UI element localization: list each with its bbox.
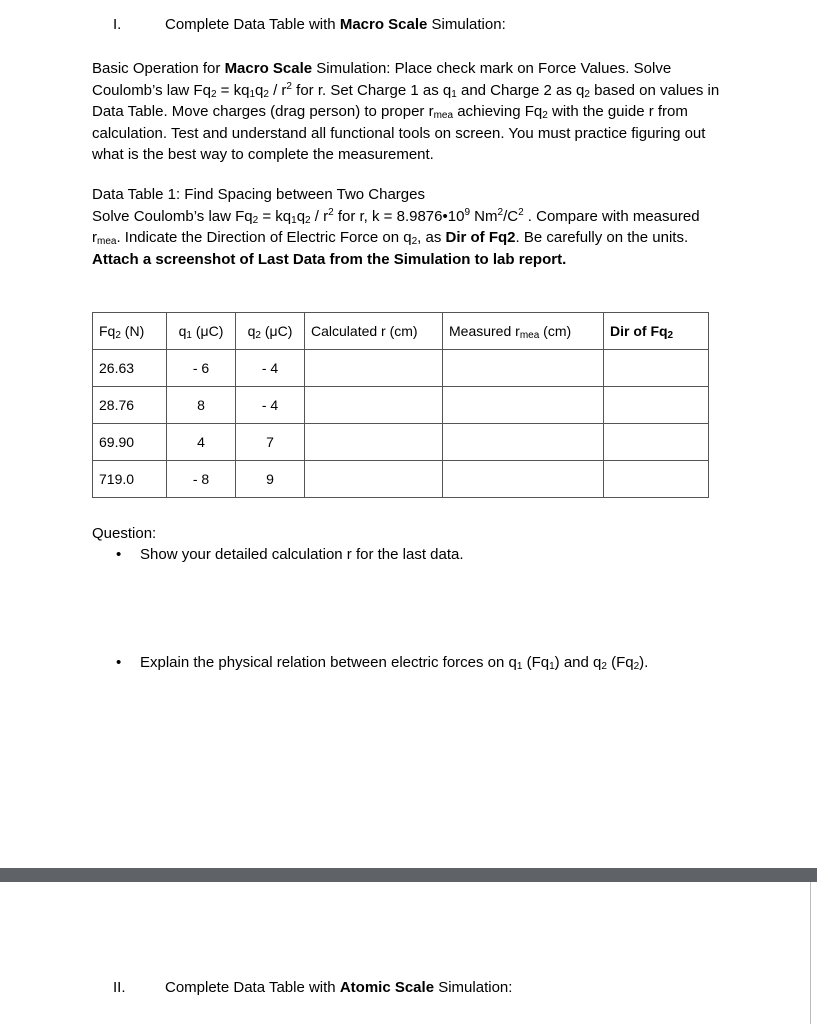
basic-operation-paragraph: Basic Operation for Macro Scale Simulation: Place check mark on Force Values. Solve Coulomb’s law $Fq_2 = kq_1q_2 / r^2$ for r. Set Charge 1 as $q_1$ and Charge 2 as $q_2$ based on values in Data Table. Move charges (drag person) to proper $r_{mea}$ achieving $Fq_2$ with the guide r from calculation. Test and understand all functional tools on screen. You must practice figuring out what is the best way to complete the measurement. [92, 60, 720, 163]
header-fq2: $Fq_2$ (N) [93, 313, 167, 350]
header-dir-fq2: Dir of $Fq_2$ [604, 313, 709, 350]
section-2-heading: Complete Data Table with Atomic Scale Simulation: [165, 979, 513, 996]
cell-measured-r[interactable] [443, 350, 604, 387]
bullet-icon: • [116, 546, 122, 563]
cell-calculated-r[interactable] [305, 424, 443, 461]
table-row [93, 424, 709, 461]
cell-dir-fq2[interactable] [604, 387, 709, 424]
cell-q2: 9 [236, 461, 305, 498]
section-1-heading: Complete Data Table with Macro Scale Simulation: [165, 16, 506, 33]
cell-q1: 8 [167, 387, 236, 424]
section-2-numeral: II. [113, 979, 126, 996]
cell-q1: - 6 [167, 350, 236, 387]
table-row [93, 350, 709, 387]
header-measured-r: Measured $r_{mea}$ (cm) [443, 313, 604, 350]
cell-q1: - 8 [167, 461, 236, 498]
attach-instruction: Attach a screenshot of Last Data from the Simulation to lab report. [92, 250, 567, 268]
cell-measured-r[interactable] [443, 387, 604, 424]
cell-fq2: 69.90 [93, 424, 167, 461]
table-intro-paragraph: Data Table 1: Find Spacing between Two Charges Solve Coulomb’s law $Fq_2 = kq_1q_2 / r^2$ for r, $k = 8.9876•10^9$ $Nm^2/C^2$ . Compare with measured $r_{mea}$. Indicate the Direction of Electric Force on $q_2$, as Dir of Fq2. Be carefully on the units. Attach a screenshot of Last Data from the Simulation to lab report. [92, 186, 700, 268]
cell-fq2: 26.63 [93, 350, 167, 387]
cell-fq2: 719.0 [93, 461, 167, 498]
bullet-icon: • [116, 654, 122, 671]
page-separator [0, 868, 817, 882]
question-bullet-2: • Explain the physical relation between electric forces on $q_1$ $(Fq_1)$ and $q_2$ $(Fq_2)$. [116, 654, 649, 672]
cell-calculated-r[interactable] [305, 387, 443, 424]
cell-q2: - 4 [236, 350, 305, 387]
document-page-2 [0, 882, 811, 1024]
section-1-numeral: I. [113, 16, 122, 33]
table-row [93, 387, 709, 424]
cell-fq2: 28.76 [93, 387, 167, 424]
question-label: Question: [92, 525, 157, 542]
cell-q1: 4 [167, 424, 236, 461]
cell-measured-r[interactable] [443, 461, 604, 498]
header-q2: $q_2$ (μC) [236, 313, 305, 350]
table-row [93, 461, 709, 498]
cell-dir-fq2[interactable] [604, 424, 709, 461]
table-header-row [93, 313, 709, 350]
cell-calculated-r[interactable] [305, 461, 443, 498]
cell-q2: 7 [236, 424, 305, 461]
cell-dir-fq2[interactable] [604, 350, 709, 387]
cell-dir-fq2[interactable] [604, 461, 709, 498]
cell-calculated-r[interactable] [305, 350, 443, 387]
data-table-1 [92, 312, 709, 498]
cell-measured-r[interactable] [443, 424, 604, 461]
header-q1: $q_1$ (μC) [167, 313, 236, 350]
question-bullet-1: • Show your detailed calculation r for the last data. [116, 546, 464, 563]
cell-q2: - 4 [236, 387, 305, 424]
header-calculated-r: Calculated r (cm) [305, 313, 443, 350]
